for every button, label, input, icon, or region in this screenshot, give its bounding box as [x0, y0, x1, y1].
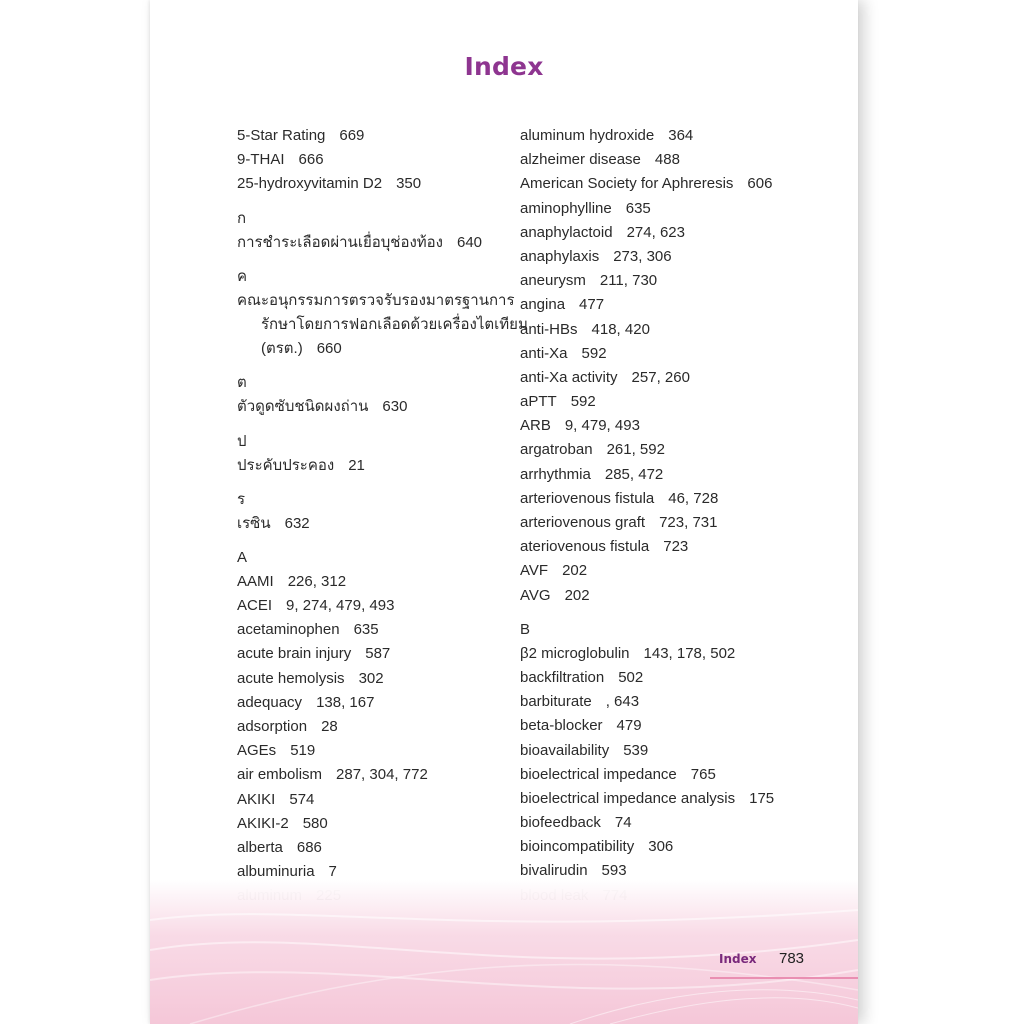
index-page-numbers: 479: [616, 717, 642, 735]
index-entry: [520, 221, 820, 245]
index-term: bivalirudin: [520, 862, 588, 880]
index-letter-heading: A: [237, 548, 248, 566]
index-term: AVF: [520, 562, 549, 580]
index-entry: [520, 366, 820, 390]
index-term: bioelectrical impedance: [520, 765, 677, 783]
index-term: angina: [520, 296, 566, 314]
index-page-numbers: 587: [365, 645, 391, 663]
index-entry: [237, 667, 507, 691]
index-page-numbers: , 643: [605, 693, 640, 711]
index-entry: [237, 570, 507, 594]
index-page-numbers: 765: [690, 765, 716, 783]
index-page-numbers: 574: [289, 790, 315, 808]
index-entry: [237, 512, 507, 536]
index-page-numbers: 606: [747, 175, 773, 193]
index-entry: [237, 124, 507, 148]
index-term: aluminum hydroxide: [520, 127, 655, 144]
index-term: arteriovenous fistula: [520, 489, 655, 507]
index-term: alzheimer disease: [520, 151, 641, 169]
index-term: AKIKI-2: [237, 814, 289, 832]
index-page-numbers: 285, 472: [604, 465, 664, 483]
index-term: AKIKI: [237, 790, 276, 808]
index-letter-heading: B: [520, 620, 531, 638]
index-entry: [520, 390, 820, 414]
index-page-numbers: 686: [296, 838, 322, 856]
index-term: bioelectrical impedance analysis: [520, 789, 736, 807]
index-page-numbers: 477: [579, 296, 605, 314]
index-page-numbers: 635: [625, 199, 651, 217]
index-entry: [520, 197, 820, 221]
index-entry: [520, 245, 820, 269]
index-entry: [237, 148, 507, 172]
index-term: arteriovenous graft: [520, 514, 646, 531]
index-page-numbers: 580: [302, 814, 328, 832]
index-entry: [520, 559, 820, 583]
index-term: albuminuria: [237, 863, 315, 881]
index-entry: [237, 454, 507, 478]
index-entry: [520, 342, 820, 366]
index-term: acute hemolysis: [237, 669, 345, 687]
index-entry: [520, 414, 820, 438]
index-entry: [237, 289, 515, 313]
index-term: รักษาโดยการฟอกเลือดด้วยเครื่องไตเทียม: [261, 315, 528, 333]
index-entry: [237, 788, 507, 812]
index-term: 25-hydroxyvitamin D2: [237, 175, 383, 193]
index-term: anti-Xa: [520, 344, 568, 362]
index-term: backfiltration: [520, 668, 605, 686]
index-term: bioavailability: [520, 741, 610, 759]
index-entry: [237, 313, 528, 337]
index-term: (ตรต.): [261, 340, 303, 358]
index-term: ตัวดูดซับชนิดผงถ่าน: [237, 398, 369, 416]
index-term: 9-THAI: [237, 151, 285, 169]
index-page-numbers: 418, 420: [591, 320, 650, 338]
index-term: adequacy: [237, 693, 303, 711]
index-page-numbers: 592: [581, 344, 607, 362]
index-letter-heading: ต: [237, 374, 247, 392]
index-page-numbers: 28: [321, 718, 338, 735]
index-term: American Society for Aphreresis: [520, 175, 734, 193]
index-page-numbers: 660: [316, 340, 342, 358]
index-entry: [520, 787, 820, 811]
index-entry: [237, 836, 507, 860]
index-page-numbers: 350: [396, 175, 422, 193]
index-term: AAMI: [237, 572, 274, 590]
index-page-numbers: 306: [648, 838, 674, 856]
index-term: barbiturate: [520, 693, 592, 711]
index-entry: [237, 763, 507, 787]
index-term: acetaminophen: [237, 621, 340, 639]
index-entry: [237, 395, 507, 419]
index-entry: [520, 584, 820, 608]
index-page-numbers: 202: [562, 562, 588, 580]
index-entry: [520, 438, 820, 462]
index-page-numbers: 226, 312: [287, 572, 347, 590]
index-term: air embolism: [237, 766, 323, 784]
index-term: adsorption: [237, 718, 308, 735]
index-term: ACEI: [237, 597, 273, 615]
index-term: เรซิน: [237, 514, 271, 532]
index-entry: [237, 812, 507, 836]
index-entry: [237, 231, 507, 255]
index-letter-heading: ป: [237, 432, 247, 450]
index-term: AVG: [520, 586, 551, 604]
index-page-numbers: 302: [358, 669, 384, 687]
index-entry: [520, 487, 820, 511]
index-entry: [237, 642, 507, 666]
index-page-numbers: 364: [668, 127, 694, 144]
page-number: 783: [779, 950, 805, 967]
index-term: acute brain injury: [237, 645, 352, 663]
index-entry: [520, 739, 820, 763]
index-term: aneurysm: [520, 272, 586, 290]
index-page-numbers: 202: [564, 586, 590, 604]
footer-section-label: Index: [719, 952, 757, 966]
index-entry: [237, 691, 507, 715]
index-term: AGEs: [237, 742, 277, 760]
index-term: 5-Star Rating: [237, 127, 326, 144]
index-page-numbers: 539: [623, 741, 649, 759]
index-page-numbers: 635: [353, 621, 379, 639]
index-term: arrhythmia: [520, 465, 591, 483]
index-term: ateriovenous fistula: [520, 538, 650, 556]
index-page-numbers: 593: [601, 862, 627, 880]
index-term: anaphylactoid: [520, 223, 613, 241]
index-letter-heading: ค: [237, 267, 248, 285]
index-page-numbers: 274, 623: [626, 223, 685, 241]
index-term: beta-blocker: [520, 717, 603, 735]
index-entry: [237, 337, 507, 361]
index-entry: [520, 642, 820, 666]
book-page: [150, 0, 858, 1024]
index-term: aminophylline: [520, 199, 612, 217]
index-column-left: [237, 124, 528, 909]
index-term: aPTT: [520, 393, 557, 411]
index-page-numbers: 519: [290, 742, 316, 760]
index-page-numbers: 592: [570, 393, 596, 411]
index-entry: [237, 739, 507, 763]
index-letter-heading: ก: [237, 209, 247, 227]
index-term: คณะอนุกรรมการตรวจรับรองมาตรฐานการ: [237, 291, 515, 309]
page-title: Index: [464, 52, 544, 81]
index-page-numbers: 287, 304, 772: [336, 766, 428, 784]
index-letter-heading: ร: [237, 490, 246, 508]
index-page-numbers: 488: [654, 151, 680, 169]
index-entry: [520, 811, 820, 835]
index-entry: [520, 511, 820, 535]
index-page-numbers: 261, 592: [606, 441, 665, 459]
index-term: alberta: [237, 838, 283, 856]
index-entry: [520, 835, 820, 859]
index-page-numbers: 632: [284, 514, 310, 532]
index-page-numbers: 138, 167: [316, 693, 375, 711]
footer-rule: [710, 977, 858, 979]
index-page-numbers: 9, 479, 493: [564, 417, 640, 435]
index-entry: [520, 714, 820, 738]
index-page-numbers: 143, 178, 502: [643, 644, 736, 662]
index-entry: [520, 124, 820, 148]
index-page-numbers: 9, 274, 479, 493: [286, 597, 395, 615]
index-entry: [520, 535, 820, 559]
index-entry: [520, 293, 820, 317]
index-term: anti-HBs: [520, 320, 578, 338]
index-page-numbers: 723: [663, 538, 689, 556]
index-page-numbers: 273, 306: [613, 247, 672, 265]
index-term: การชำระเลือดผ่านเยื่อบุช่องท้อง: [237, 233, 443, 251]
index-page-numbers: 666: [298, 151, 324, 169]
index-entry: [237, 594, 507, 618]
index-page-numbers: 7: [328, 863, 337, 881]
index-term: bioincompatibility: [520, 838, 635, 856]
index-page-numbers: 723, 731: [659, 514, 718, 531]
index-page-numbers: 211, 730: [599, 272, 658, 290]
index-page-numbers: 175: [749, 789, 775, 807]
index-term: anaphylaxis: [520, 247, 600, 265]
index-page-numbers: 74: [614, 814, 632, 832]
index-entry: [237, 172, 507, 196]
index-entry: [520, 172, 820, 196]
index-entry: [520, 666, 820, 690]
index-entry: [520, 269, 820, 293]
index-column-right: [520, 124, 820, 908]
index-page-numbers: 21: [348, 456, 365, 474]
index-term: biofeedback: [520, 814, 601, 832]
index-entry: [237, 618, 507, 642]
index-entry: [520, 463, 820, 487]
index-page-numbers: 630: [382, 398, 408, 416]
index-page-numbers: 640: [457, 233, 483, 251]
index-entry: [520, 148, 820, 172]
index-term: argatroban: [520, 441, 593, 459]
index-term: anti-Xa activity: [520, 368, 618, 386]
index-page-numbers: 502: [618, 668, 644, 686]
index-term: ARB: [520, 417, 551, 435]
index-entry: [520, 318, 820, 342]
index-entry: [520, 763, 820, 787]
index-term: ประคับประคอง: [237, 456, 335, 474]
index-page-numbers: 669: [339, 127, 365, 144]
index-entry: [520, 690, 820, 714]
index-page-numbers: 46, 728: [668, 489, 719, 507]
index-entry: [237, 715, 507, 739]
index-term: β2 microglobulin: [520, 644, 630, 662]
index-page-numbers: 257, 260: [631, 368, 690, 386]
